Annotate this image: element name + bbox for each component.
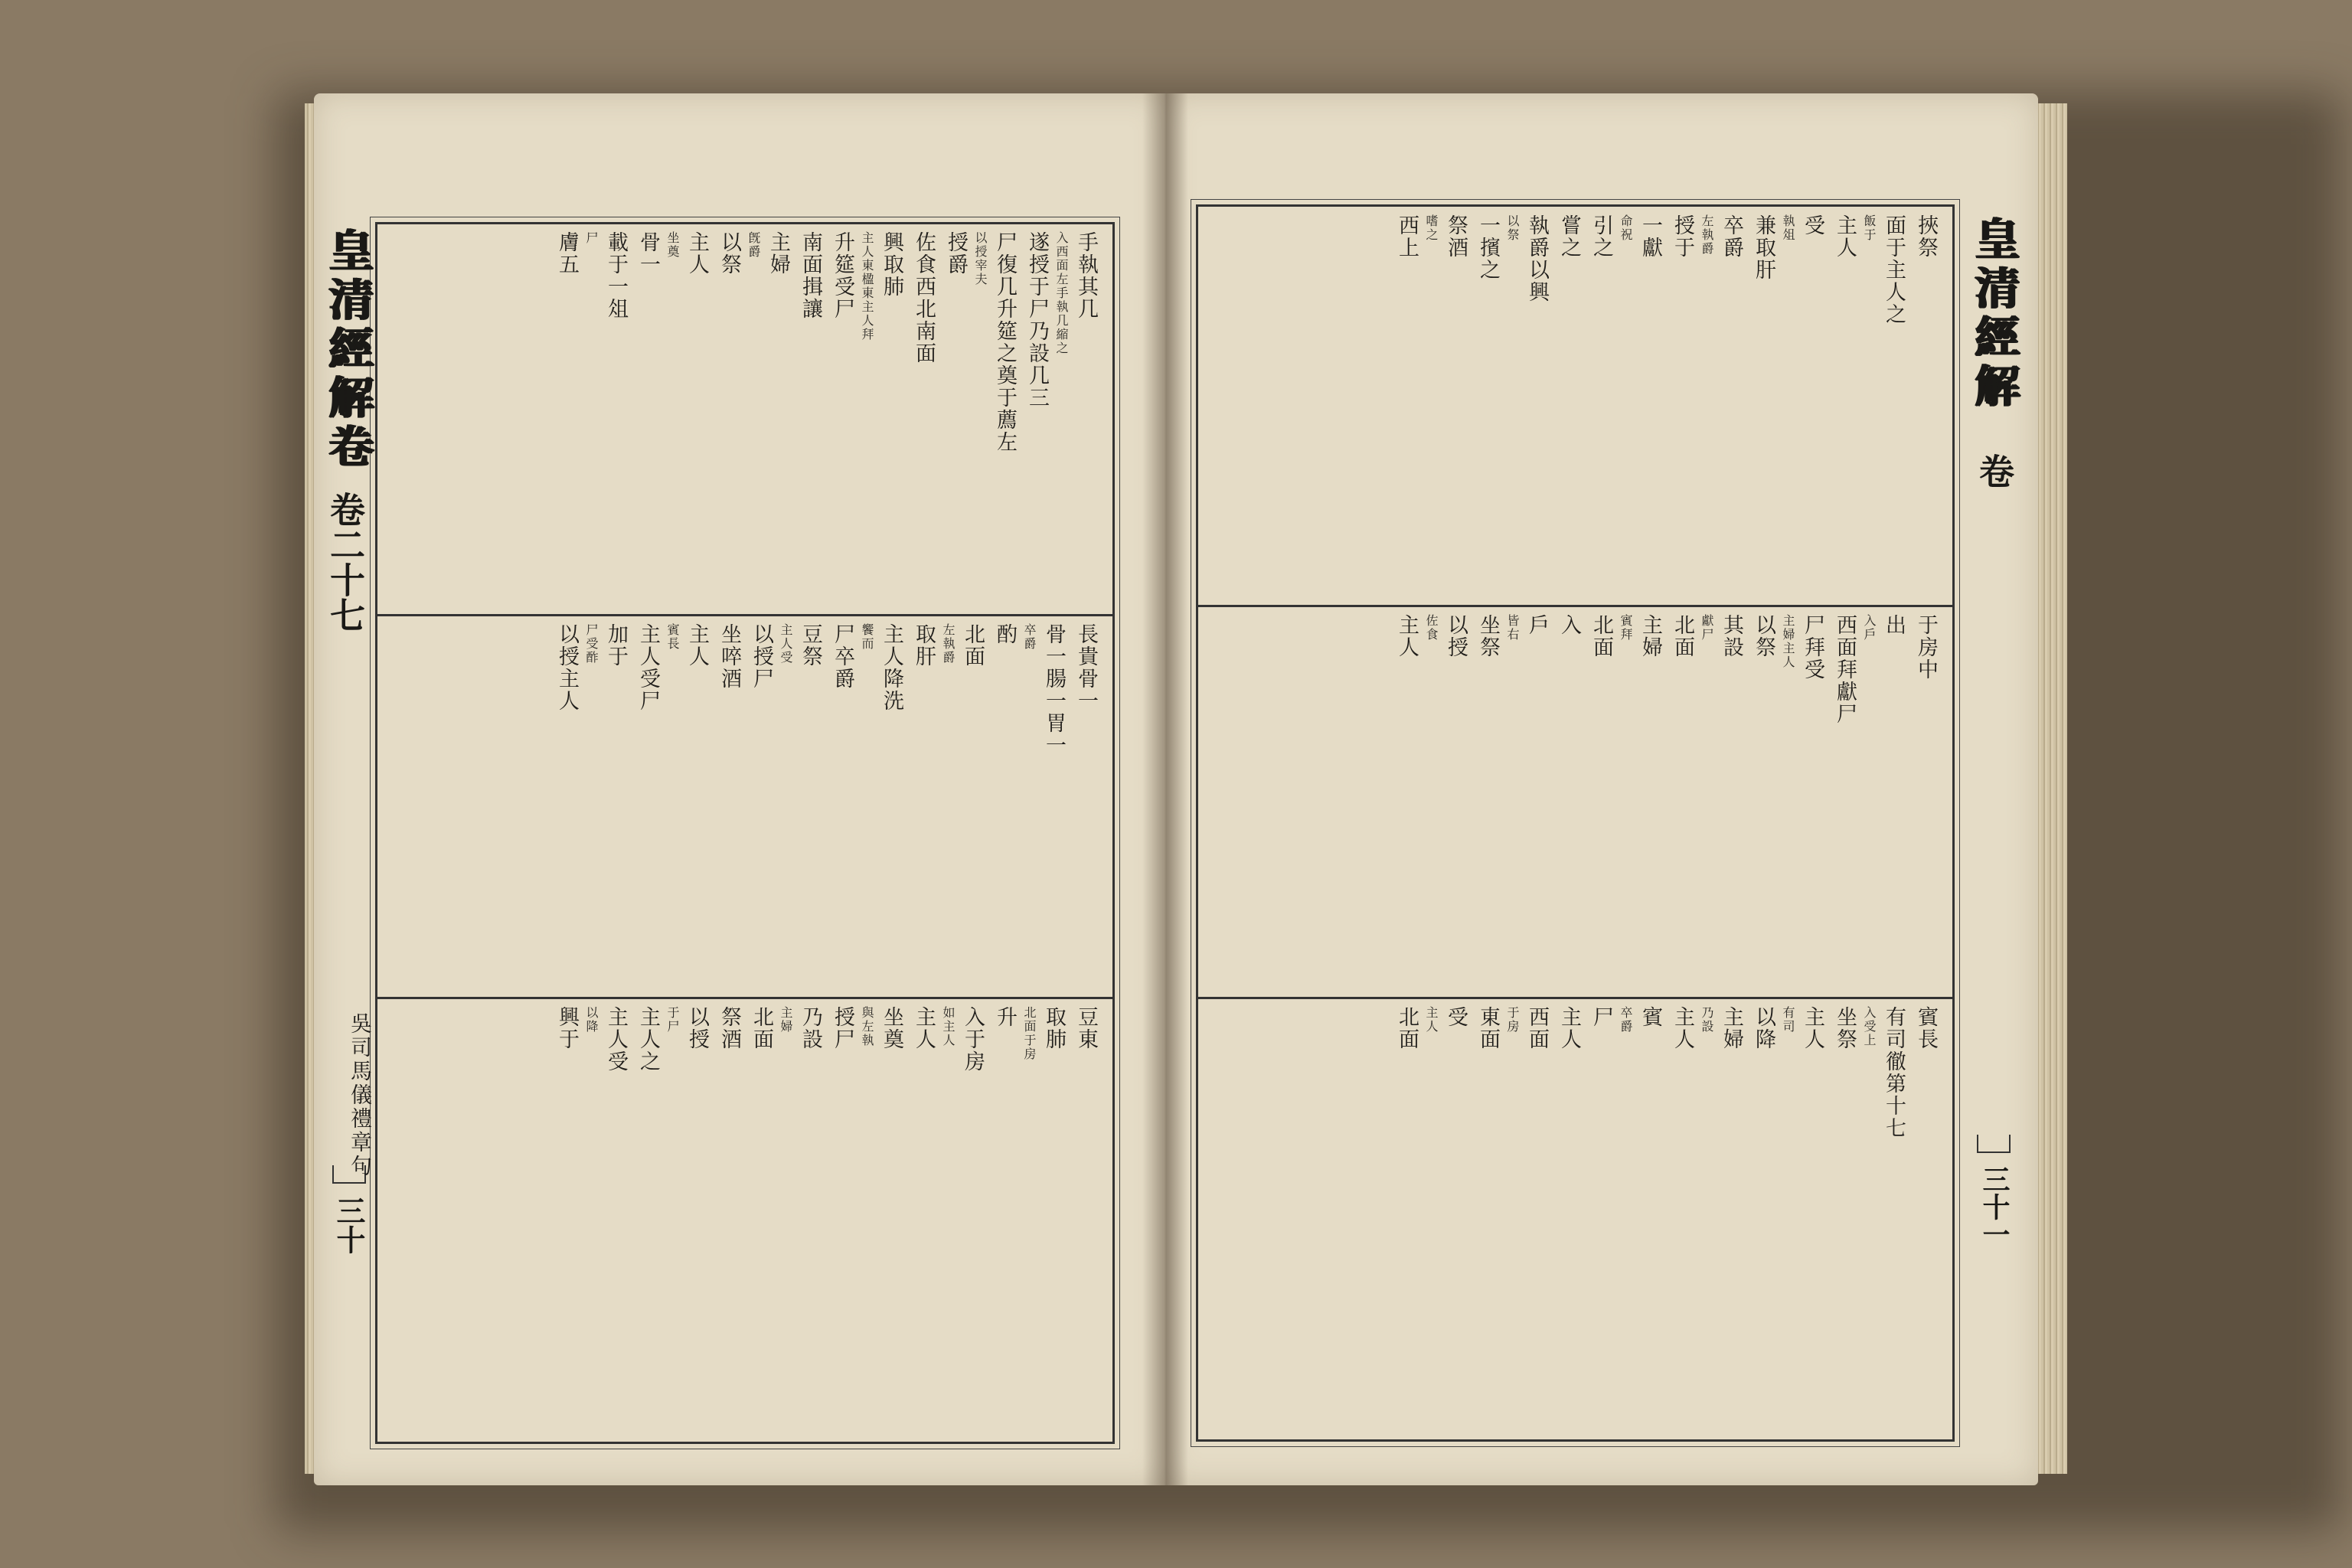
column-text: 尸: [1589, 1006, 1613, 1028]
column-text: 有司徹第十七: [1882, 1006, 1906, 1139]
column-text: 主婦: [1638, 614, 1662, 658]
column-text: 祭酒: [1444, 214, 1468, 259]
column-text: 賓長: [665, 623, 680, 651]
column-text: 主人東楹東主人拜: [860, 231, 874, 341]
column-text: 遂授于尸乃設几三: [1025, 231, 1049, 409]
column-text: 載于一俎: [604, 231, 628, 320]
column-text: 于房中: [1914, 614, 1938, 681]
column-text: 授尸: [831, 1006, 854, 1050]
column-text: 挾祭: [1914, 214, 1938, 259]
column-text: 豆祭: [799, 623, 822, 668]
column-text: 以授尸: [750, 623, 773, 690]
column-text: 以降: [1752, 1006, 1775, 1050]
column-text: 佐食西北南面: [912, 231, 936, 364]
column-text: 面于主人之: [1882, 214, 1906, 325]
column-text: 北面: [1671, 614, 1694, 658]
column-text: 佐食: [1424, 614, 1439, 642]
column-text: 以授: [1444, 614, 1468, 658]
left-panel-divider-top: [375, 614, 1115, 616]
left-banner-title: 皇清經解卷: [322, 227, 374, 472]
column-text: 主人: [1671, 1006, 1694, 1050]
column-text: 戶: [1525, 614, 1549, 636]
column-text: 以祭: [1505, 214, 1520, 242]
left-panel-divider-bottom: [375, 997, 1115, 999]
column-text: 尸拜受: [1801, 614, 1824, 681]
column-text: 飯于: [1862, 214, 1877, 242]
column-text: 升: [993, 1006, 1017, 1028]
column-text: 受: [1444, 1006, 1468, 1028]
column-text: 長貴骨一: [1074, 623, 1098, 712]
column-text: 主人受: [604, 1006, 628, 1073]
column-text: 主人: [685, 623, 709, 668]
column-text: 主人降洗: [880, 623, 903, 712]
column-text: 賓長: [1914, 1006, 1938, 1050]
column-text: 獻尸: [1700, 614, 1714, 642]
column-text: 尸: [584, 231, 599, 245]
column-text: 尸受酢: [584, 623, 599, 665]
column-text: 一獻: [1638, 214, 1662, 259]
column-text: 左執爵: [941, 623, 956, 665]
column-text: 主婦: [779, 1006, 793, 1034]
column-text: 主婦: [766, 231, 790, 276]
left-middle-panel: [387, 623, 1099, 989]
column-text: 加于: [604, 623, 628, 668]
column-text: 于尸: [665, 1006, 680, 1034]
column-text: 賓拜: [1619, 614, 1633, 642]
left-footer-signature: 吳司馬儀禮章句: [348, 1012, 373, 1178]
column-text: 一擯之: [1476, 214, 1500, 281]
column-text: 西面: [1525, 1006, 1549, 1050]
column-text: 卒爵: [1619, 1006, 1633, 1034]
right-folio-bottom: 三十一: [1978, 1165, 2011, 1248]
column-text: 北面: [1395, 1006, 1419, 1050]
column-text: 主人受尸: [636, 623, 660, 712]
column-text: 入于房: [961, 1006, 985, 1073]
column-text: 北面: [750, 1006, 773, 1050]
column-text: 骨一腸一胃一: [1042, 623, 1066, 756]
left-folio-bottom: 三十: [332, 1196, 366, 1254]
column-text: 主人受: [779, 623, 793, 665]
column-text: 如主人: [941, 1006, 956, 1047]
column-text: 尸復几升筵之奠于薦左: [993, 231, 1017, 453]
column-text: 坐奠: [880, 1006, 903, 1050]
column-text: 卒爵: [1720, 214, 1743, 259]
column-text: 入西面左手執几縮之: [1054, 231, 1069, 355]
column-text: 主人: [685, 231, 709, 276]
column-text: 興于: [555, 1006, 579, 1050]
column-text: 其設: [1720, 614, 1743, 658]
column-text: 坐祭: [1476, 614, 1500, 658]
column-text: 兼取肝: [1752, 214, 1775, 281]
column-text: 以授: [685, 1006, 709, 1050]
column-text: 升筵受尸: [831, 231, 854, 320]
column-text: 引之: [1589, 214, 1613, 259]
column-text: 與左執: [860, 1006, 874, 1047]
column-text: 主人: [1424, 1006, 1439, 1034]
column-text: 皆右: [1505, 614, 1520, 642]
column-text: 北面于房: [1022, 1006, 1037, 1061]
column-text: 骨一: [636, 231, 660, 276]
column-text: 北面: [1589, 614, 1613, 658]
column-text: 乃設: [799, 1006, 822, 1050]
column-text: 主人: [1833, 214, 1857, 259]
column-text: 酌: [993, 623, 1017, 645]
column-text: 執俎: [1781, 214, 1795, 242]
column-text: 主人: [1395, 614, 1419, 658]
right-fishtail-mark: [1977, 1135, 2011, 1153]
column-text: 入: [1557, 614, 1581, 636]
column-text: 左執爵: [1700, 214, 1714, 256]
right-lower-panel: [1208, 1006, 1939, 1432]
column-text: 西上: [1395, 214, 1419, 259]
right-panel-divider-bottom: [1196, 997, 1955, 999]
column-text: 受: [1801, 214, 1824, 237]
column-text: 坐奠: [665, 231, 680, 259]
left-lower-panel: [387, 1006, 1099, 1433]
left-page: [314, 93, 1165, 1485]
right-upper-panel: [1208, 214, 1939, 597]
column-text: 嗜之: [1424, 214, 1439, 242]
right-middle-panel: [1208, 614, 1939, 989]
column-text: 命祝: [1619, 214, 1633, 242]
column-text: 有司: [1781, 1006, 1795, 1034]
column-text: 入受上: [1862, 1006, 1877, 1047]
column-text: 主婦主人: [1781, 614, 1795, 669]
column-text: 授爵: [944, 231, 968, 276]
column-text: 卒爵: [1022, 623, 1037, 651]
right-banner-title: 皇清經解: [1968, 216, 2020, 412]
column-text: 主人: [1557, 1006, 1581, 1050]
column-text: 饗而: [860, 623, 874, 651]
column-text: 膚五: [555, 231, 579, 276]
column-text: 北面: [961, 623, 985, 668]
column-text: 坐啐酒: [717, 623, 741, 690]
book-gutter: [1142, 93, 1188, 1485]
column-text: 嘗之: [1557, 214, 1581, 259]
column-text: 坐祭: [1833, 1006, 1857, 1050]
column-text: 執爵以興: [1525, 214, 1549, 303]
column-text: 豆東: [1074, 1006, 1098, 1050]
right-folio: 卷: [1974, 453, 2015, 488]
column-text: 旣爵: [746, 231, 761, 259]
column-text: 祭酒: [717, 1006, 741, 1050]
column-text: 手執其几: [1074, 231, 1098, 320]
column-text: 南面揖讓: [799, 231, 822, 320]
column-text: 西面拜獻尸: [1833, 614, 1857, 725]
column-text: 東面: [1476, 1006, 1500, 1050]
column-text: 興取肺: [880, 231, 903, 298]
column-text: 主人: [1801, 1006, 1824, 1050]
column-text: 主婦: [1720, 1006, 1743, 1050]
column-text: 入戶: [1862, 614, 1877, 642]
column-text: 以祭: [1752, 614, 1775, 658]
column-text: 以祭: [717, 231, 741, 276]
column-text: 授于: [1671, 214, 1694, 259]
column-text: 尸卒爵: [831, 623, 854, 690]
left-folio: 卷二十七: [325, 492, 366, 632]
column-text: 乃設: [1700, 1006, 1714, 1034]
column-text: 出: [1882, 614, 1906, 636]
column-text: 以授主人: [555, 623, 579, 712]
column-text: 主人: [912, 1006, 936, 1050]
column-text: 以授宰夫: [973, 231, 988, 286]
column-text: 取肝: [912, 623, 936, 668]
left-upper-panel: [387, 231, 1099, 606]
right-panel-divider-top: [1196, 605, 1955, 607]
right-page: [1165, 93, 2038, 1485]
column-text: 賓: [1638, 1006, 1662, 1028]
column-text: 以降: [584, 1006, 599, 1034]
column-text: 主人之: [636, 1006, 660, 1073]
column-text: 于房: [1505, 1006, 1520, 1034]
column-text: 取肺: [1042, 1006, 1066, 1050]
